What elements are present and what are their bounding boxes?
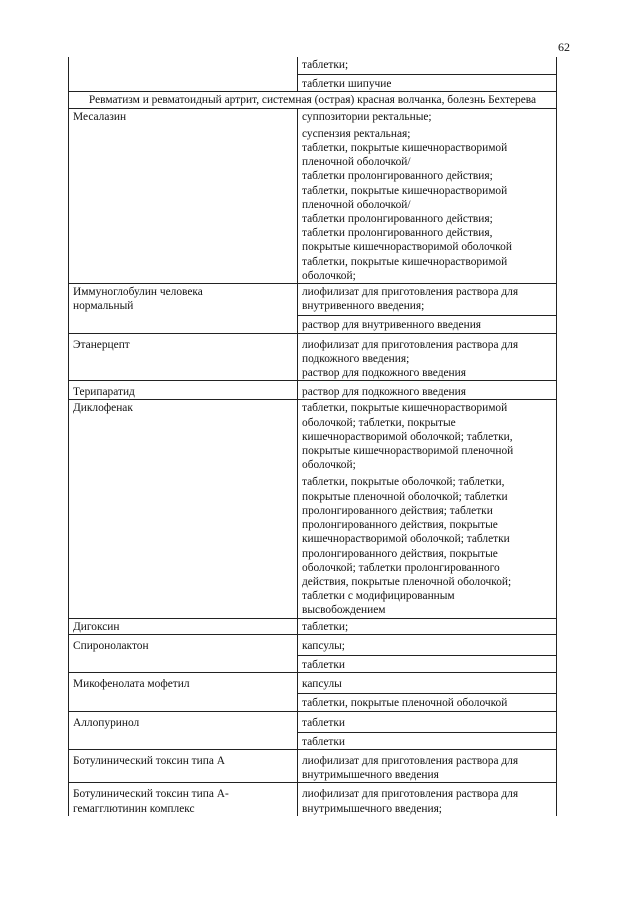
table-row bbox=[69, 108, 557, 283]
table-row bbox=[69, 783, 557, 816]
dosage-form-line: таблетки пролонгированного действия; bbox=[302, 213, 493, 226]
dosage-form-line: таблетки, покрытые кишечнорастворимой bbox=[302, 255, 508, 268]
drug-name-line: Аллопуринол bbox=[73, 716, 140, 729]
dosage-form-line: раствор для внутривенного введения bbox=[298, 315, 556, 332]
drug-name-line: гемагглютинин комплекс bbox=[73, 802, 195, 815]
dosage-form-line: суппозитории ректальные; bbox=[302, 110, 432, 123]
dosage-forms-cell bbox=[298, 634, 557, 672]
dosage-form-line: таблетки, покрытые кишечнорастворимой bbox=[302, 184, 508, 197]
dosage-forms-cell bbox=[298, 673, 557, 711]
dosage-form-line: таблетки, покрытые пленочной оболочкой bbox=[298, 693, 556, 710]
drug-name-cell bbox=[69, 57, 298, 92]
dosage-forms-cell bbox=[298, 108, 557, 283]
dosage-forms-cell bbox=[298, 783, 557, 816]
drug-name-cell bbox=[69, 108, 298, 283]
drug-name-cell bbox=[69, 673, 298, 711]
drug-name-line: Этанерцепт bbox=[73, 338, 130, 351]
dosage-forms-cell bbox=[298, 618, 557, 634]
dosage-form-line: пролонгированного действия, покрытые bbox=[302, 519, 498, 532]
dosage-forms-cell bbox=[298, 749, 557, 782]
drug-name-cell bbox=[69, 711, 298, 749]
drug-name-line: Ботулинический токсин типа А- bbox=[73, 788, 229, 801]
group-title: Ревматизм и ревматоидный артрит, системная (острая) красная волчанка, болезнь Бехтерева bbox=[69, 92, 557, 108]
dosage-form-line: пленочной оболочкой/ bbox=[302, 198, 411, 211]
dosage-form-line: оболочкой; таблетки, покрытые bbox=[302, 416, 456, 429]
drug-name-cell bbox=[69, 634, 298, 672]
dosage-form-line: оболочкой; bbox=[302, 459, 356, 472]
dosage-form-line: лиофилизат для приготовления раствора для bbox=[302, 286, 519, 299]
dosage-form-line: капсулы bbox=[302, 678, 342, 691]
dosage-forms-cell bbox=[298, 400, 557, 618]
table-row bbox=[69, 400, 557, 618]
drug-name-line: Спиронолактон bbox=[73, 639, 149, 652]
dosage-forms-cell bbox=[298, 57, 557, 92]
dosage-form-line: таблетки bbox=[298, 732, 556, 749]
table-row bbox=[69, 381, 557, 400]
drug-name-line: Месалазин bbox=[73, 110, 127, 123]
group-header-row bbox=[69, 92, 557, 108]
dosage-form-line: таблетки; bbox=[302, 620, 349, 633]
dosage-forms-cell bbox=[298, 284, 557, 334]
dosage-form-line: таблетки bbox=[302, 716, 346, 729]
dosage-form-line: таблетки с модифицированным bbox=[302, 590, 455, 603]
drug-name-cell bbox=[69, 749, 298, 782]
drug-name-line: Диклофенак bbox=[73, 402, 133, 415]
dosage-form-line: высвобождением bbox=[302, 604, 386, 617]
drug-name-line: Ботулинический токсин типа А bbox=[73, 754, 225, 767]
table-row bbox=[69, 284, 557, 334]
drug-name-line: Иммуноглобулин человека bbox=[73, 286, 203, 299]
dosage-form-line: таблетки пролонгированного действия, bbox=[302, 227, 493, 240]
drug-name-line: Дигоксин bbox=[73, 620, 120, 633]
drug-name-line: нормальный bbox=[73, 300, 134, 313]
dosage-form-line: таблетки, покрытые кишечнорастворимой bbox=[302, 402, 508, 415]
dosage-form-line: таблетки, покрытые кишечнорастворимой bbox=[302, 142, 508, 155]
dosage-form-line: покрытые кишечнорастворимой пленочной bbox=[302, 445, 514, 458]
dosage-form-line: лиофилизат для приготовления раствора для bbox=[302, 338, 519, 351]
drug-name-cell bbox=[69, 333, 298, 381]
dosage-form-line: пленочной оболочкой/ bbox=[302, 156, 411, 169]
dosage-form-line: суспензия ректальная; bbox=[302, 127, 411, 140]
dosage-form-line: внутримышечного введения bbox=[302, 769, 439, 782]
drug-name-cell bbox=[69, 618, 298, 634]
dosage-form-line: действия, покрытые пленочной оболочкой; bbox=[302, 575, 512, 588]
dosage-form-line: капсулы; bbox=[302, 639, 345, 652]
table-row bbox=[69, 634, 557, 672]
dosage-form-line: внутримышечного введения; bbox=[302, 802, 442, 815]
dosage-form-line: раствор для подкожного введения bbox=[302, 367, 466, 380]
table-row bbox=[69, 673, 557, 711]
page-number: 62 bbox=[558, 40, 570, 54]
drug-name-cell bbox=[69, 284, 298, 334]
drug-name-cell bbox=[69, 400, 298, 618]
dosage-form-line: таблетки, покрытые оболочкой; таблетки, bbox=[302, 476, 505, 489]
dosage-form-line: пролонгированного действия; таблетки bbox=[302, 504, 493, 517]
dosage-form-line: пролонгированного действия, покрытые bbox=[302, 547, 498, 560]
dosage-form-line: кишечнорастворимой оболочкой; таблетки bbox=[302, 533, 510, 546]
dosage-form-line: таблетки bbox=[298, 655, 556, 672]
dosage-form-line: лиофилизат для приготовления раствора для bbox=[302, 788, 519, 801]
table-row bbox=[69, 57, 557, 92]
table-row bbox=[69, 749, 557, 782]
dosage-form-line: раствор для подкожного введения bbox=[302, 386, 466, 399]
dosage-form-line: покрытые кишечнорастворимой оболочкой bbox=[302, 241, 512, 254]
dosage-form-line: таблетки пролонгированного действия; bbox=[302, 170, 493, 183]
dosage-form-line: кишечнорастворимой оболочкой; таблетки, bbox=[302, 430, 513, 443]
dosage-forms-cell bbox=[298, 711, 557, 749]
dosage-forms-cell bbox=[298, 333, 557, 381]
drug-name-line: Микофенолата мофетил bbox=[73, 678, 190, 691]
drug-name-cell bbox=[69, 783, 298, 816]
dosage-form-line: покрытые пленочной оболочкой; таблетки bbox=[302, 490, 508, 503]
dosage-form-line: таблетки; bbox=[302, 59, 349, 71]
dosage-form-line: лиофилизат для приготовления раствора для bbox=[302, 754, 519, 767]
table-row bbox=[69, 711, 557, 749]
dosage-form-line: таблетки шипучие bbox=[298, 74, 556, 91]
table-row bbox=[69, 618, 557, 634]
medication-table bbox=[68, 57, 557, 816]
dosage-forms-cell bbox=[298, 381, 557, 400]
dosage-form-line: оболочкой; bbox=[302, 269, 356, 282]
dosage-form-line: подкожного введения; bbox=[302, 352, 410, 365]
drug-name-line: Терипаратид bbox=[73, 386, 135, 399]
drug-name-cell bbox=[69, 381, 298, 400]
table-row bbox=[69, 333, 557, 381]
dosage-form-line: оболочкой; таблетки пролонгированного bbox=[302, 561, 500, 574]
dosage-form-line: внутривенного введения; bbox=[302, 300, 425, 313]
